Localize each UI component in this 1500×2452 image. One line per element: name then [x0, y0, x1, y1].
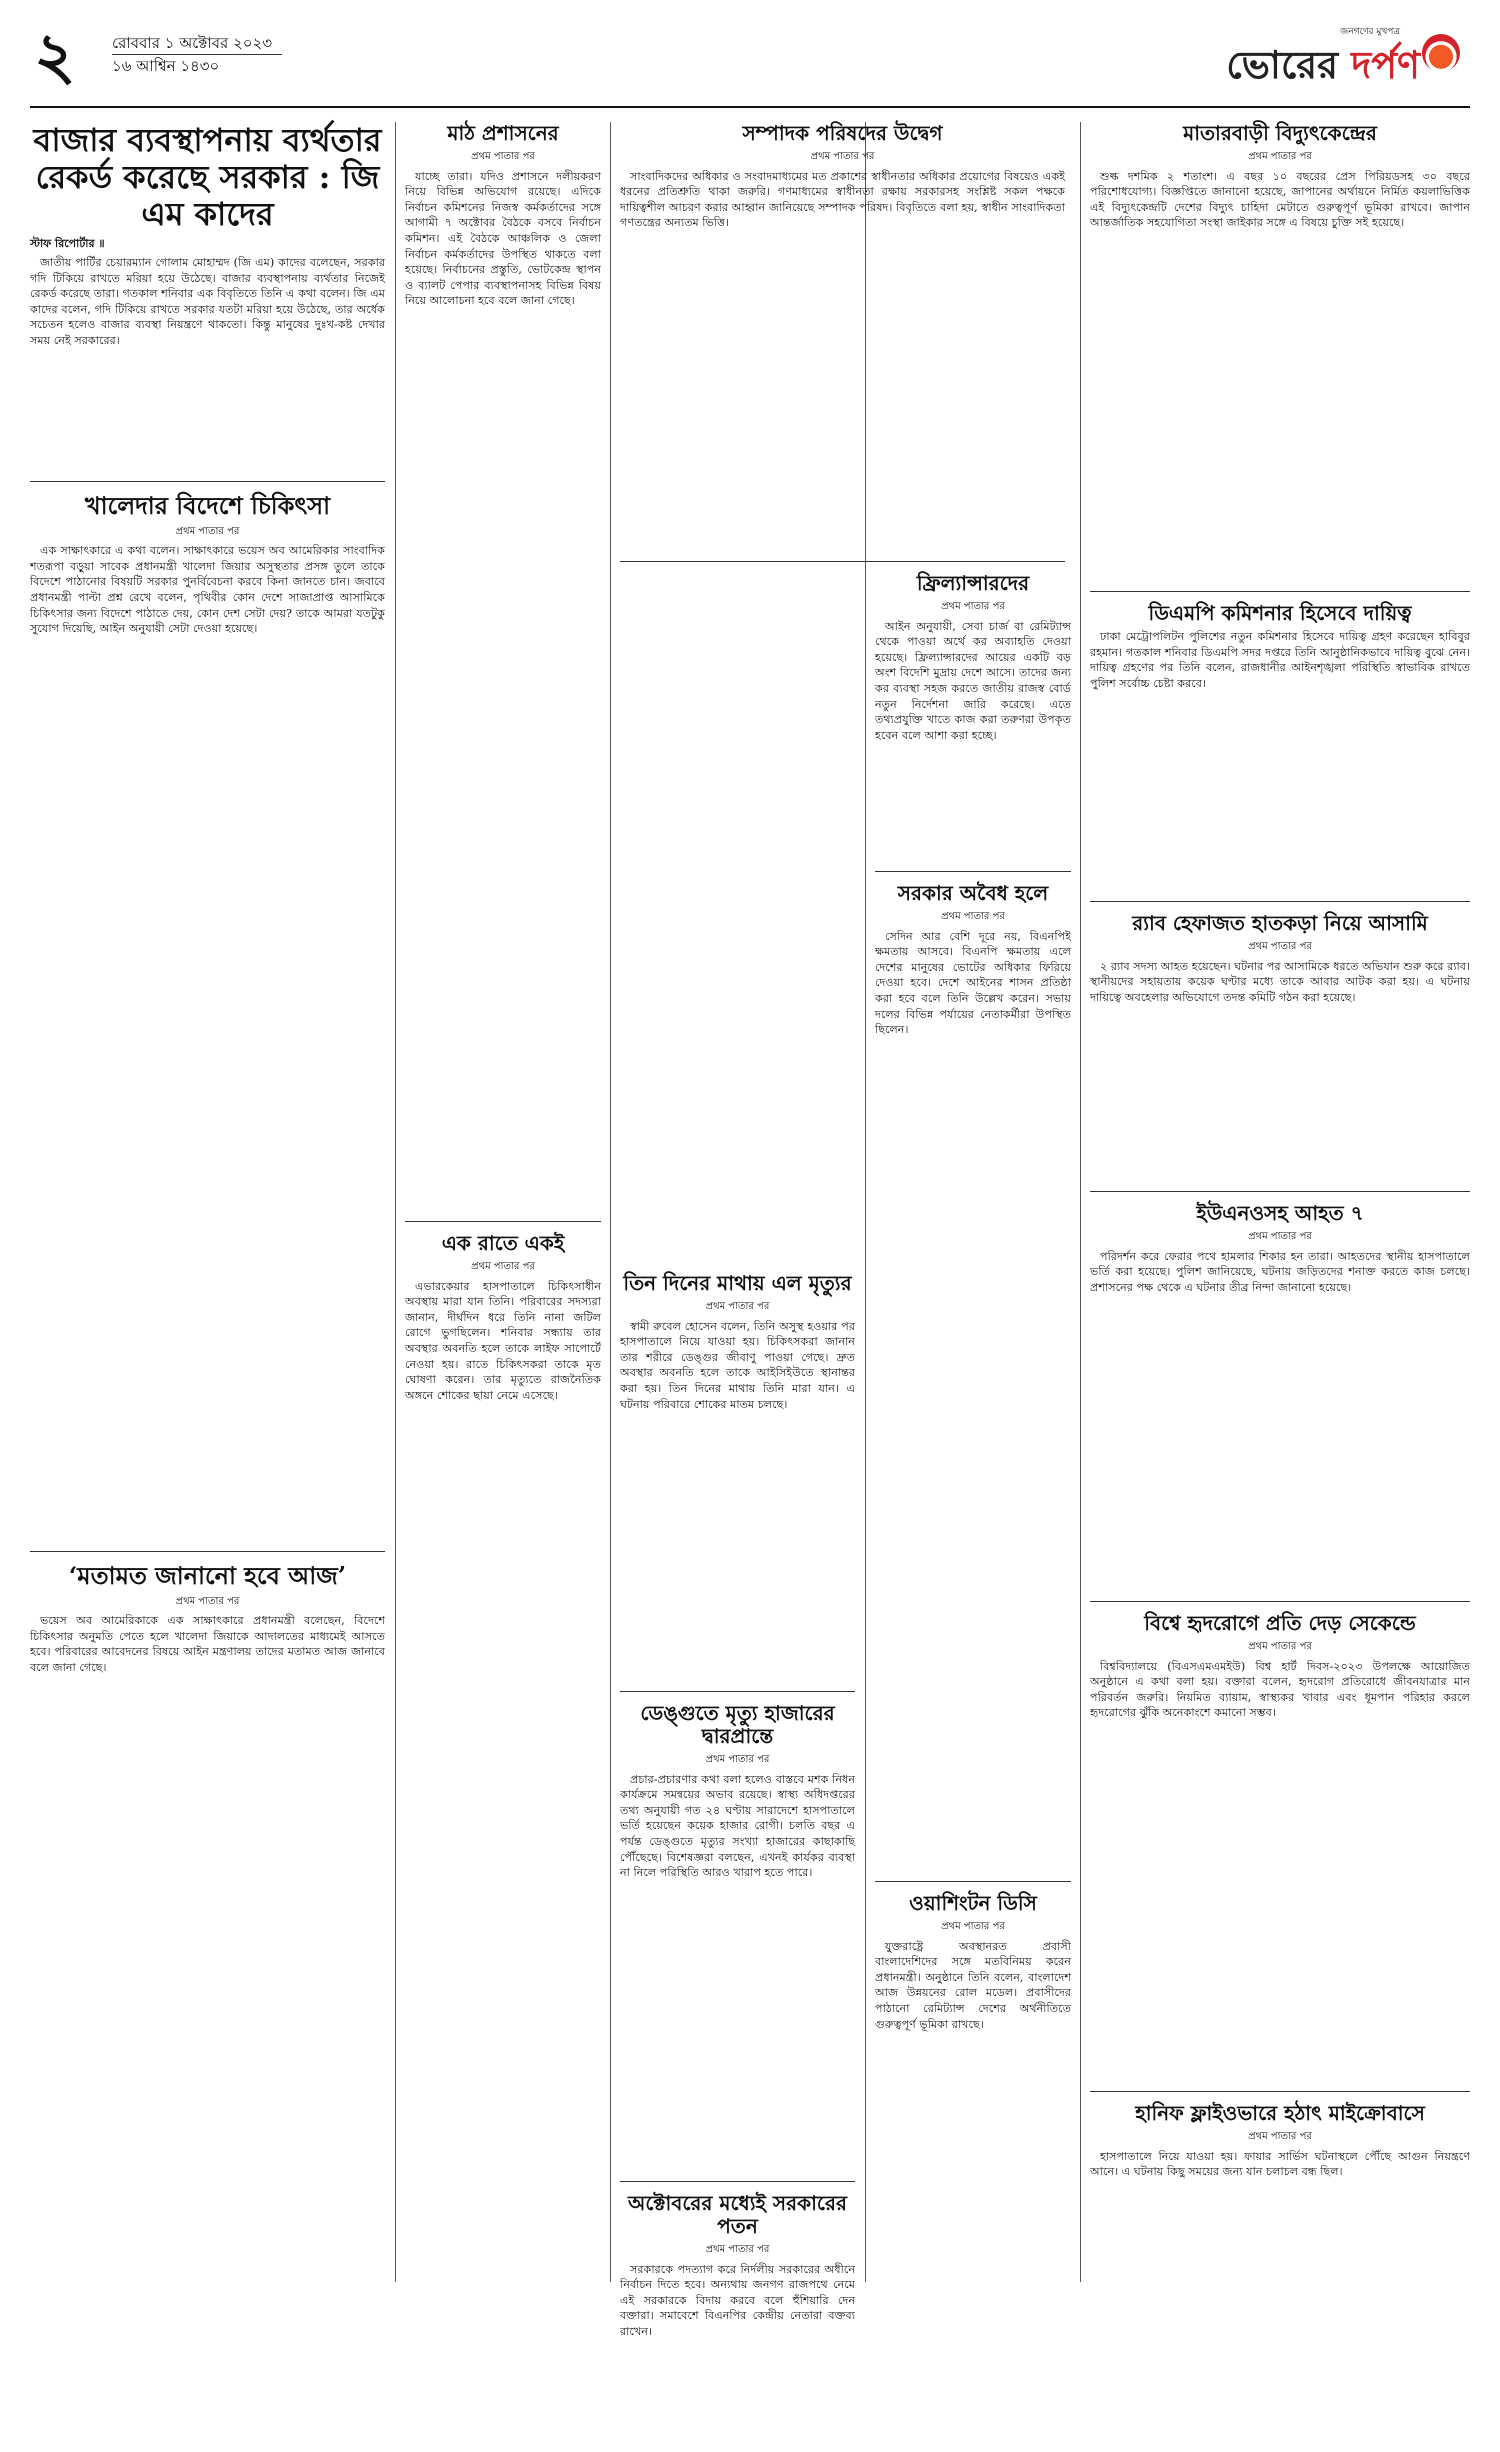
- continued-label: প্রথম পাতার পর: [1248, 941, 1312, 952]
- story-freelancer: [875, 572, 1071, 872]
- story-dmp: [1090, 602, 1470, 902]
- story-tin-din: [620, 1272, 855, 1692]
- continued-label: প্রথম পাতার পর: [175, 525, 240, 537]
- story-body: যাচ্ছে তারা। যদিও প্রশাসনে দলীয়করণ নিয়ে বিভিন্ন অভিযোগ রয়েছে। এদিকে নির্বাচন কমিশনের নিজস্ব কর্মকর্তাদের সঙ্গে আগামী ৭ অক্টোবর বৈঠকে বসবে নির্বাচন কমিশন। এই বৈঠকে আঞ্চলিক ও জেলা নির্বাচন কর্মকর্তাদের উপস্থিত থাকতে বলা হয়েছে। নির্বাচনের প্রস্তুতি, ভোটকেন্দ্র স্থাপন ও ব্যালট পেপার ব্যবস্থাপনাসহ বিভিন্ন বিষয় নিয়ে আলোচনা হবে বলে জানা গেছে।: [405, 169, 601, 308]
- story-body: শুল্ক দশমিক ২ শতাংশ। এ বছর ১০ বছরের প্রেস পিরিয়ডসহ ৩০ বছরে পরিশোধযোগ্য। বিজ্ঞপ্তিতে জানানো হয়েছে, জাপানের অর্থায়নে নির্মিত কয়লাভিত্তিক এই বিদ্যুৎকেন্দ্রটি দেশের বিদ্যুৎ চাহিদা মেটাতে গুরুত্বপূর্ণ ভূমিকা রাখবে। জাপান আন্তর্জাতিক সহযোগিতা সংস্থা জাইকার সঙ্গে এ বিষয়ে চুক্তি সই হয়েছে।: [1090, 169, 1470, 230]
- story-body: বিশ্ববিদ্যালয়ে (বিএসএমএমইউ) বিশ্ব হার্ট দিবস-২০২৩ উপলক্ষে আয়োজিত অনুষ্ঠানে এ কথা বলা হয়। বক্তারা বলেন, হৃদরোগ প্রতিরোধে জীবনযাত্রার মান পরিবর্তন জরুরি। নিয়মিত ব্যায়াম, স্বাস্থ্যকর খাবার এবং ধূমপান পরিহার করলে হৃদরোগের ঝুঁকি অনেকাংশে কমানো সম্ভব।: [1090, 1659, 1470, 1720]
- column-rule: [395, 122, 396, 2282]
- logo-tagline: জনগণের মুখপত্র: [1340, 27, 1400, 37]
- headline-dmp: ডিএমপি কমিশনার হিসেবে দায়িত্ব: [1148, 601, 1412, 625]
- story-matarbari: [1090, 122, 1470, 592]
- continued-label: প্রথম পাতার পর: [471, 151, 535, 162]
- continued-label: প্রথম পাতার পর: [1248, 2131, 1312, 2142]
- headline-dengue: ডেঙ্গুতে মৃত্যু হাজারের দ্বারপ্রান্তে: [640, 1701, 835, 1748]
- continued-label: প্রথম পাতার পর: [941, 1921, 1005, 1932]
- continued-label: প্রথম পাতার পর: [471, 1261, 535, 1272]
- story-october: [620, 2192, 855, 2442]
- continued-label: প্রথম পাতার পর: [1248, 1641, 1312, 1652]
- column-4: [875, 122, 1071, 2202]
- story-body: সরকারকে পদত্যাগ করে নির্দলীয় সরকারের অধীনে নির্বাচন দিতে হবে। অন্যথায় জনগণ রাজপথে নেমে এই সরকারকে বিদায় করবে বলে হুঁশিয়ারি দেন বক্তারা। সমাবেশে বিএনপির কেন্দ্রীয় নেতারা বক্তব্য রাখেন।: [620, 2262, 855, 2338]
- story-rab: [1090, 912, 1470, 1192]
- column-5: [1090, 122, 1470, 2262]
- story-iun: [1090, 1202, 1470, 1602]
- newspaper-logo[interactable]: [1220, 24, 1460, 94]
- story-body: যুক্তরাষ্ট্রে অবস্থানরত প্রবাসী বাংলাদেশিদের সঙ্গে মতবিনিময় করেন প্রধানমন্ত্রী। অনুষ্ঠানে তিনি বলেন, বাংলাদেশ আজ উন্নয়নের রোল মডেল। প্রবাসীদের পাঠানো রেমিট্যান্স দেশের অর্থনীতিতে গুরুত্বপূর্ণ ভূমিকা রাখছে।: [875, 1939, 1071, 2031]
- story-body: জাতীয় পার্টির চেয়ারম্যান গোলাম মোহাম্মদ (জি এম) কাদের বলেছেন, সরকার গদি টিকিয়ে রাখতে মরিয়া হয়ে উঠেছে। বাজার ব্যবস্থাপনায় ব্যর্থতার নিজেই রেকর্ড করেছে তারা। গতকাল শনিবার এক বিবৃতিতে তিনি এ কথা বলেন। জি এম কাদের বলেন, গদি টিকিয়ে রাখতে সরকার যতটা মরিয়া হয়ে উঠেছে, তার অর্ধেক সচেতন হলেও বাজার ব্যবস্থা নিয়ন্ত্রণে থাকতো। কিন্তু মানুষের দুঃখ-কষ্ট দেখার সময় নেই সরকারের।: [30, 255, 385, 347]
- continued-label: প্রথম পাতার পর: [705, 1301, 770, 1312]
- story-motamot: [30, 1562, 385, 2262]
- headline-bazar: বাজার ব্যবস্থাপনায় ব্যর্থতার রেকর্ড করেছে সরকার : জি এম কাদের: [33, 121, 382, 233]
- continued-label: প্রথম পাতার পর: [941, 911, 1005, 922]
- headline-ekrat: এক রাতে একই: [441, 1231, 565, 1255]
- headline-sompadok: সম্পাদক পরিষদের উদ্বেগ: [742, 121, 943, 145]
- sun-logo-icon: [1422, 34, 1460, 72]
- story-ekrat: [405, 1232, 601, 2232]
- headline-washington: ওয়াশিংটন ডিসি: [909, 1891, 1037, 1915]
- headline-sorkar-oboidh: সরকার অবৈধ হলে: [897, 881, 1049, 905]
- column-rule: [610, 122, 611, 2282]
- page-number: ২: [34, 19, 76, 94]
- story-body: স্বামী রুবেল হোসেন বলেন, তিনি অসুস্থ হওয়ার পর হাসপাতালে নিয়ে যাওয়া হয়। চিকিৎসকরা জানান তার শরীরে ডেঙ্গুর জীবাণু পাওয়া গেছে। দ্রুত অবস্থার অবনতি হলে তাকে আইসিইউতে স্থানান্তর করা হয়। তিন দিনের মাথায় তিনি মারা যান। এ ঘটনায় পরিবারে শোকের মাতম চলছে।: [620, 1319, 855, 1411]
- day-date: রোববার ১ অক্টোবর ২০২৩: [112, 34, 273, 52]
- headline-rab: র‍্যাব হেফাজত হাতকড়া নিয়ে আসামি: [1132, 911, 1428, 935]
- story-dengue: [620, 1702, 855, 2182]
- story-body: পরিদর্শন করে ফেরার পথে হামলার শিকার হন তারা। আহতদের স্থানীয় হাসপাতালে ভর্তি করা হয়েছে। পুলিশ জানিয়েছে, ঘটনায় জড়িতদের শনাক্ত করতে কাজ চলছে। প্রশাসনের পক্ষ থেকে এ ঘটনার তীব্র নিন্দা জানানো হয়েছে।: [1090, 1249, 1470, 1294]
- headline-hridrog: বিশ্বে হৃদরোগে প্রতি দেড় সেকেন্ডে: [1144, 1611, 1416, 1635]
- headline-matarbari: মাতারবাড়ী বিদ্যুৎকেন্দ্রের: [1183, 121, 1377, 145]
- story-washington: [875, 1892, 1071, 2192]
- story-body: ভয়েস অব আমেরিকাকে এক সাক্ষাৎকারে প্রধানমন্ত্রী বলেছেন, বিদেশে চিকিৎসার অনুমতি পেতে হলে খালেদা জিয়াকে আদালতের মাধ্যমেই আসতে হবে। পরিবারের আবেদনের বিষয়ে আইন মন্ত্রণালয় তাদের মতামত আজ জানাবে বলে জানা গেছে।: [30, 1614, 385, 1674]
- continued-label: প্রথম পাতার পর: [705, 1754, 770, 1765]
- masthead: [30, 18, 1470, 108]
- continued-label: প্রথম পাতার পর: [1248, 151, 1312, 162]
- continued-label: প্রথম পাতার পর: [1248, 1231, 1312, 1242]
- story-sorkar-oboidh: [875, 882, 1071, 1882]
- column-2: [405, 122, 601, 2242]
- story-body: এভারকেয়ার হাসপাতালে চিকিৎসাধীন অবস্থায় মারা যান তিনি। পরিবারের সদস্যরা জানান, দীর্ঘদিন ধরে তিনি নানা জটিল রোগে ভুগছিলেন। শনিবার সন্ধ্যায় তার অবস্থার অবনতি হলে তাকে লাইফ সাপোর্টে নেওয়া হয়। রাতে চিকিৎসকরা তাকে মৃত ঘোষণা করেন। তার মৃত্যুতে রাজনৈতিক অঙ্গনে শোকের ছায়া নেমে এসেছে।: [405, 1279, 601, 1402]
- column-rule: [1080, 122, 1081, 2282]
- headline-freelancer: ফ্রিল্যান্সারদের: [916, 571, 1030, 595]
- bangla-date: ১৬ আশ্বিন ১৪৩০: [112, 57, 220, 75]
- continued-label: প্রথম পাতার পর: [810, 151, 875, 162]
- byline: স্টাফ রিপোর্টার ॥: [30, 237, 105, 251]
- story-khaleda: [30, 492, 385, 1552]
- story-body: সেদিন আর বেশি দূরে নয়, বিএনপিই ক্ষমতায় আসবে। বিএনপি ক্ষমতায় এলে দেশের মানুষের ভোটের অধিকার ফিরিয়ে দেওয়া হবে। দেশে আইনের শাসন প্রতিষ্ঠা করা হবে বলে তিনি উল্লেখ করেন। সভায় দলের বিভিন্ন পর্যায়ের নেতাকর্মীরা উপস্থিত ছিলেন।: [875, 929, 1071, 1037]
- story-body: এক সাক্ষাৎকারে এ কথা বলেন। সাক্ষাৎকারে ভয়েস অব আমেরিকার সাংবাদিক শতরূপা বড়ুয়া সাবেক প্রধানমন্ত্রী খালেদা জিয়ার অসুস্থতার প্রসঙ্গ তুলে তাকে বিদেশে পাঠানোর বিষয়টি সরকার পুনর্বিবেচনা করবে কিনা জানতে চান। জবাবে প্রধানমন্ত্রী পাল্টা প্রশ্ন রেখে বলেন, পৃথিবীর কোন দেশে সাজাপ্রাপ্ত আসামিকে চিকিৎসার জন্য বিদেশে পাঠাতে দেয়, কোন দেশ সেটা দেয়? তাকে আমরা যতটুকু সুযোগ দিয়েছি, আইন অনুযায়ী সেটা দেওয়া হয়েছে।: [30, 544, 385, 636]
- story-hanif: [1090, 2102, 1470, 2252]
- story-body: আইন অনুযায়ী, সেবা চার্জ বা রেমিট্যান্স থেকে পাওয়া অর্থে কর অব্যাহতি দেওয়া হয়েছে। ফ্রিল্যান্সারদের আয়ের একটি বড় অংশ বিদেশি মুদ্রায় দেশে আসে। তাদের জন্য কর ব্যবস্থা সহজ করতে জাতীয় রাজস্ব বোর্ড নতুন নির্দেশনা জারি করেছে। এতে তথ্যপ্রযুক্তি খাতে কাজ করা তরুণরা উপকৃত হবেন বলে আশা করা হচ্ছে।: [875, 619, 1071, 742]
- headline-iun: ইউএনওসহ আহত ৭: [1196, 1201, 1364, 1225]
- column-1: [30, 122, 385, 2272]
- logo-name-b: দর্পণ: [1351, 43, 1420, 87]
- story-body: ২ র‍্যাব সদস্য আহত হয়েছেন। ঘটনার পর আসামিকে ধরতে অভিযান শুরু করে র‍্যাব। স্থানীয়দের সহায়তায় কয়েক ঘণ্টার মধ্যে তাকে আবার আটক করা হয়। এ ঘটনায় দায়িত্বে অবহেলার অভিযোগে তদন্ত কমিটি গঠন করা হয়েছে।: [1090, 959, 1470, 1004]
- story-hridrog: [1090, 1612, 1470, 2092]
- story-math: [405, 122, 601, 1222]
- headline-khaleda: খালেদার বিদেশে চিকিৎসা: [84, 491, 331, 520]
- headline-hanif: হানিফ ফ্লাইওভারে হঠাৎ মাইক্রোবাসে: [1135, 2101, 1425, 2125]
- headline-math: মাঠ প্রশাসনের: [447, 121, 559, 145]
- story-bazar: [30, 122, 385, 482]
- story-body: প্রচার-প্রচারণার কথা বলা হলেও বাস্তবে মশক নিধন কার্যক্রমে সমন্বয়ের অভাব রয়েছে। স্বাস্থ্য অধিদপ্তরের তথ্য অনুযায়ী গত ২৪ ঘণ্টায় সারাদেশে হাসপাতালে ভর্তি হয়েছেন কয়েক হাজার রোগী। চলতি বছর এ পর্যন্ত ডেঙ্গুতে মৃত্যুর সংখ্যা হাজারের কাছাকাছি পৌঁছেছে। বিশেষজ্ঞরা বলছেন, এখনই কার্যকর ব্যবস্থা না নিলে পরিস্থিতি আরও খারাপ হতে পারে।: [620, 1772, 855, 1880]
- logo-name: [1226, 36, 1420, 100]
- story-body: ঢাকা মেট্রোপলিটন পুলিশের নতুন কমিশনার হিসেবে দায়িত্ব গ্রহণ করেছেন হাবিবুর রহমান। গতকাল শনিবার ডিএমপি সদর দপ্তরে তিনি আনুষ্ঠানিকভাবে দায়িত্ব বুঝে নেন। দায়িত্ব গ্রহণের পর তিনি বলেন, রাজধানীর আইনশৃঙ্খলা পরিস্থিতি স্বাভাবিক রাখতে পুলিশ সর্বোচ্চ চেষ্টা করবে।: [1090, 630, 1470, 690]
- continued-label: প্রথম পাতার পর: [941, 601, 1005, 612]
- dateline: [112, 32, 282, 77]
- story-body: হাসপাতালে নিয়ে যাওয়া হয়। ফায়ার সার্ভিস ঘটনাস্থলে পৌঁছে আগুন নিয়ন্ত্রণে আনে। এ ঘটনায় কিছু সময়ের জন্য যান চলাচল বন্ধ ছিল।: [1090, 2149, 1470, 2179]
- headline-motamot: ‘মতামত জানানো হবে আজ’: [68, 1561, 347, 1590]
- continued-label: প্রথম পাতার পর: [175, 1595, 240, 1607]
- logo-name-a: ভোরের: [1226, 43, 1339, 87]
- column-3: [620, 1272, 855, 2452]
- story-body: সাংবাদিকদের অধিকার ও সংবাদমাধ্যমের মত প্রকাশের স্বাধীনতার অধিকার প্রয়োগের বিষয়েও একই ধরনের প্রতিশ্রুতি থাকা জরুরি। গণমাধ্যমের স্বাধীনতা রক্ষায় সরকারসহ সংশ্লিষ্ট সকল পক্ষকে দায়িত্বশীল আচরণ করার আহ্বান জানিয়েছে সম্পাদক পরিষদ। বিবৃতিতে বলা হয়, স্বাধীন সাংবাদিকতা গণতন্ত্রের অন্যতম ভিত্তি।: [620, 169, 1065, 230]
- headline-october: অক্টোবরের মধ্যেই সরকারের পতন: [628, 2191, 847, 2238]
- continued-label: প্রথম পাতার পর: [705, 2244, 770, 2255]
- headline-tin-din: তিন দিনের মাথায় এল মৃত্যুর: [623, 1271, 852, 1295]
